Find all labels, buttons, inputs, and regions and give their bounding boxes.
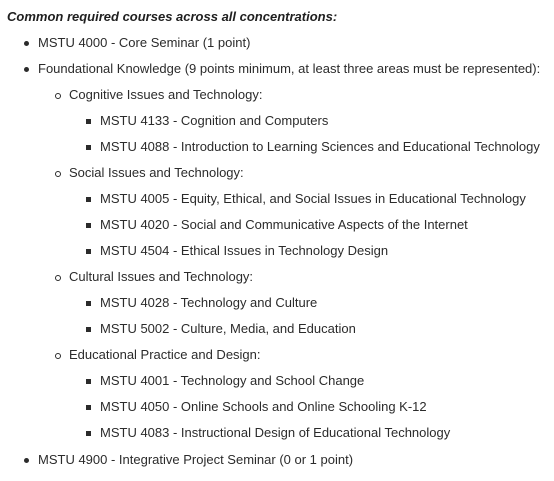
disc-bullet-icon xyxy=(22,34,34,52)
course-item-text: MSTU 4005 - Equity, Ethical, and Social Issues in Educational Technology xyxy=(100,191,526,206)
section-heading: Common required courses across all concentrations: xyxy=(7,9,338,24)
square-bullet-icon xyxy=(84,320,96,338)
circle-bullet-icon xyxy=(53,346,65,364)
area-item-text: Cognitive Issues and Technology: xyxy=(69,87,263,102)
course-item-text: MSTU 4083 - Instructional Design of Educational Technology xyxy=(100,425,451,440)
course-item-text: MSTU 4133 - Cognition and Computers xyxy=(100,113,329,128)
disc-bullet-icon xyxy=(22,60,34,78)
square-bullet-icon xyxy=(84,372,96,390)
square-bullet-icon xyxy=(84,138,96,156)
list-item-text: MSTU 4900 - Integrative Project Seminar (0 or 1 point) xyxy=(38,452,354,467)
course-item-text: MSTU 5002 - Culture, Media, and Education xyxy=(100,321,356,336)
area-item-text: Educational Practice and Design: xyxy=(69,347,261,362)
course-item-text: MSTU 4020 - Social and Communicative Aspects of the Internet xyxy=(100,217,468,232)
circle-bullet-icon xyxy=(53,86,65,104)
course-item-text: MSTU 4050 - Online Schools and Online Schooling K-12 xyxy=(100,399,427,414)
square-bullet-icon xyxy=(84,424,96,442)
course-item-text: MSTU 4001 - Technology and School Change xyxy=(100,373,365,388)
circle-bullet-icon xyxy=(53,268,65,286)
square-bullet-icon xyxy=(84,398,96,416)
list-item-text: MSTU 4000 - Core Seminar (1 point) xyxy=(38,35,251,50)
course-item-text: MSTU 4028 - Technology and Culture xyxy=(100,295,318,310)
area-item-text: Cultural Issues and Technology: xyxy=(69,269,254,284)
square-bullet-icon xyxy=(84,216,96,234)
course-item-text: MSTU 4088 - Introduction to Learning Sciences and Educational Technology xyxy=(100,139,540,154)
course-item-text: MSTU 4504 - Ethical Issues in Technology Design xyxy=(100,243,389,258)
square-bullet-icon xyxy=(84,112,96,130)
area-item-text: Social Issues and Technology: xyxy=(69,165,244,180)
square-bullet-icon xyxy=(84,294,96,312)
list-item-text: Foundational Knowledge (9 points minimum, at least three areas must be represented): xyxy=(38,61,541,76)
circle-bullet-icon xyxy=(53,164,65,182)
disc-bullet-icon xyxy=(22,451,34,469)
square-bullet-icon xyxy=(84,242,96,260)
square-bullet-icon xyxy=(84,190,96,208)
